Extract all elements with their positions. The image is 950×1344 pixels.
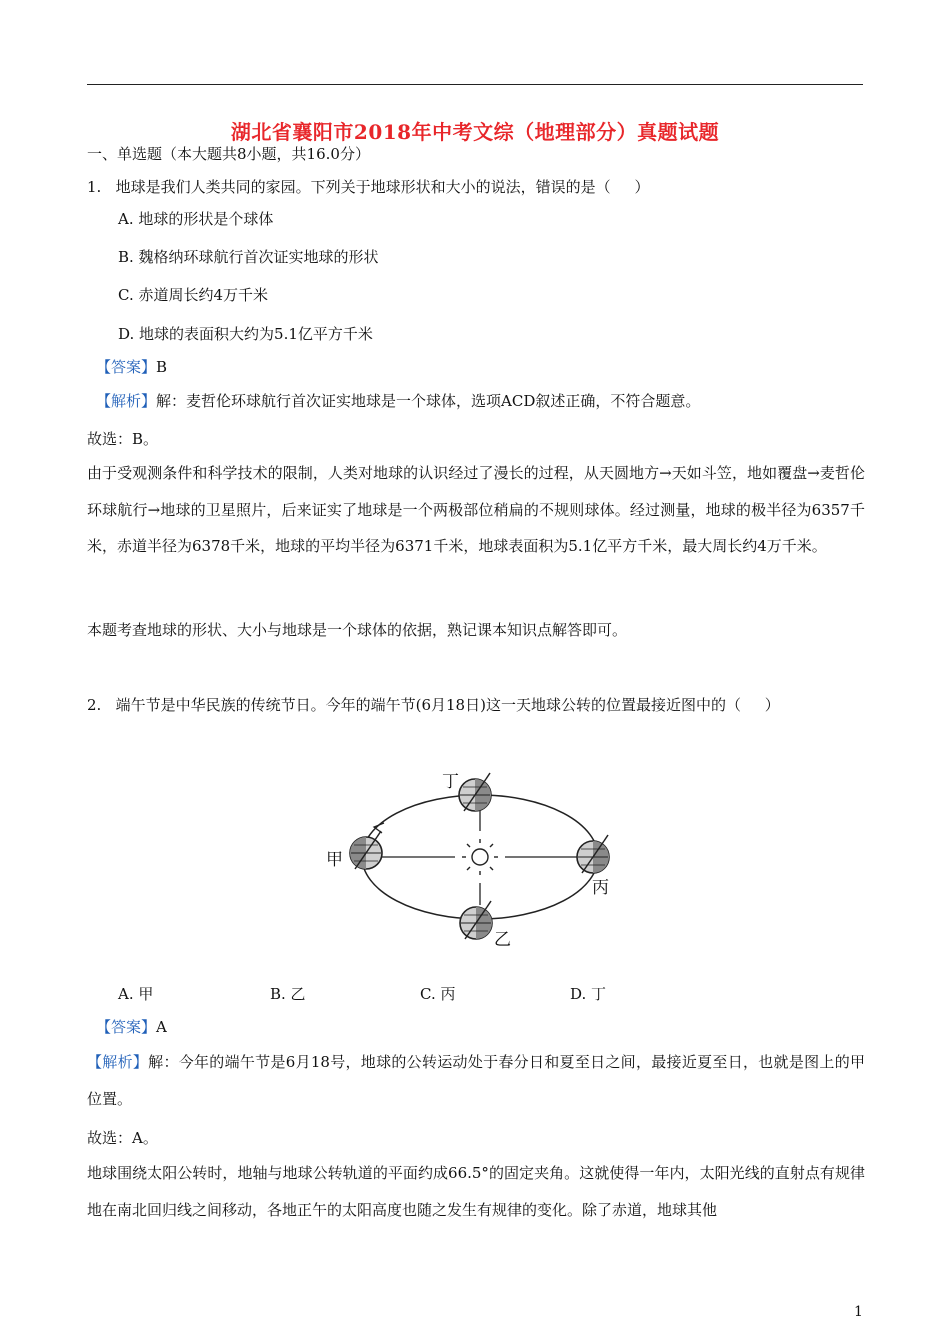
q2-option-b: B. 乙: [270, 985, 306, 1003]
sun-icon: [462, 839, 498, 875]
page-title: 湖北省襄阳市2018年中考文综（地理部分）真题试题: [230, 120, 720, 144]
analysis-text: 解：今年的端午节是6月18号，地球的公转运动处于春分日和夏至日之间，最接近夏至日，也就是图上的甲位置。: [87, 1053, 865, 1108]
analysis-tag: 【解析】: [96, 392, 157, 410]
label-jia: 甲: [326, 850, 343, 870]
q2-option-c: C. 丙: [420, 985, 456, 1003]
q1-option-a: A. 地球的形状是个球体: [118, 210, 274, 228]
q2-stem: 2. 端午节是中华民族的传统节日。今年的端午节(6月18日)这一天地球公转的位置最接近图中的（ ）: [87, 696, 780, 714]
section-heading: 一、单选题（本大题共8小题，共16.0分）: [87, 145, 370, 163]
earth-ding: [459, 773, 491, 811]
earth-jia: [350, 831, 382, 869]
answer-tag: 【答案】: [96, 1018, 157, 1036]
answer-tag: 【答案】: [96, 358, 157, 376]
analysis-text: 解：麦哲伦环球航行首次证实地球是一个球体，选项ACD叙述正确，不符合题意。: [156, 392, 701, 410]
answer-value: B: [156, 358, 168, 376]
q1-explanation: 由于受观测条件和科学技术的限制，人类对地球的认识经过了漫长的过程，从天圆地方→天如斗笠，地如覆盘→麦哲伦环球航行→地球的卫星照片，后来证实了地球是一个两极部位稍扁的不规则球体。经过测量，地球的极半径为6357千米，赤道半径为6378千米，地球的平均半径为6371千米，地球表面积为5.1亿平方千米，最大周长约4万千米。: [87, 464, 865, 555]
label-bing: 丙: [592, 878, 609, 898]
q2-option-a: A. 甲: [118, 985, 154, 1003]
q1-choice: 故选：B。: [87, 430, 159, 448]
q1-analysis: [96, 391, 700, 411]
page-number: 1: [854, 1304, 863, 1320]
label-yi: 乙: [494, 930, 511, 950]
earth-bing: [577, 835, 609, 873]
label-ding: 丁: [442, 772, 459, 792]
header-rule: [87, 84, 863, 85]
q2-analysis: [87, 1044, 865, 1117]
q2-explanation: 地球围绕太阳公转时，地轴与地球公转轨道的平面约成66.5°的固定夹角。这就使得一年内，太阳光线的直射点有规律地在南北回归线之间移动，各地正午的太阳高度也随之发生有规律的变化。除了赤道，地球其他: [87, 1164, 865, 1219]
earth-orbit-diagram: [326, 765, 630, 955]
earth-yi: [460, 901, 492, 939]
q1-stem: 1. 地球是我们人类共同的家园。下列关于地球形状和大小的说法，错误的是（ ）: [87, 178, 650, 196]
q1-note: 本题考查地球的形状、大小与地球是一个球体的依据，熟记课本知识点解答即可。: [87, 621, 628, 639]
orbit-direction-arrow: [374, 823, 384, 833]
q1-answer: [96, 357, 167, 377]
q1-option-d: D. 地球的表面积大约为5.1亿平方千米: [118, 325, 373, 343]
q2-option-d: D. 丁: [570, 985, 607, 1003]
answer-value: A: [156, 1018, 167, 1036]
analysis-tag: 【解析】: [87, 1053, 149, 1071]
q1-option-b: B. 魏格纳环球航行首次证实地球的形状: [118, 248, 379, 266]
q2-answer: [96, 1017, 167, 1037]
q1-option-c: C. 赤道周长约4万千米: [118, 286, 269, 304]
q2-choice: 故选：A。: [87, 1129, 158, 1147]
